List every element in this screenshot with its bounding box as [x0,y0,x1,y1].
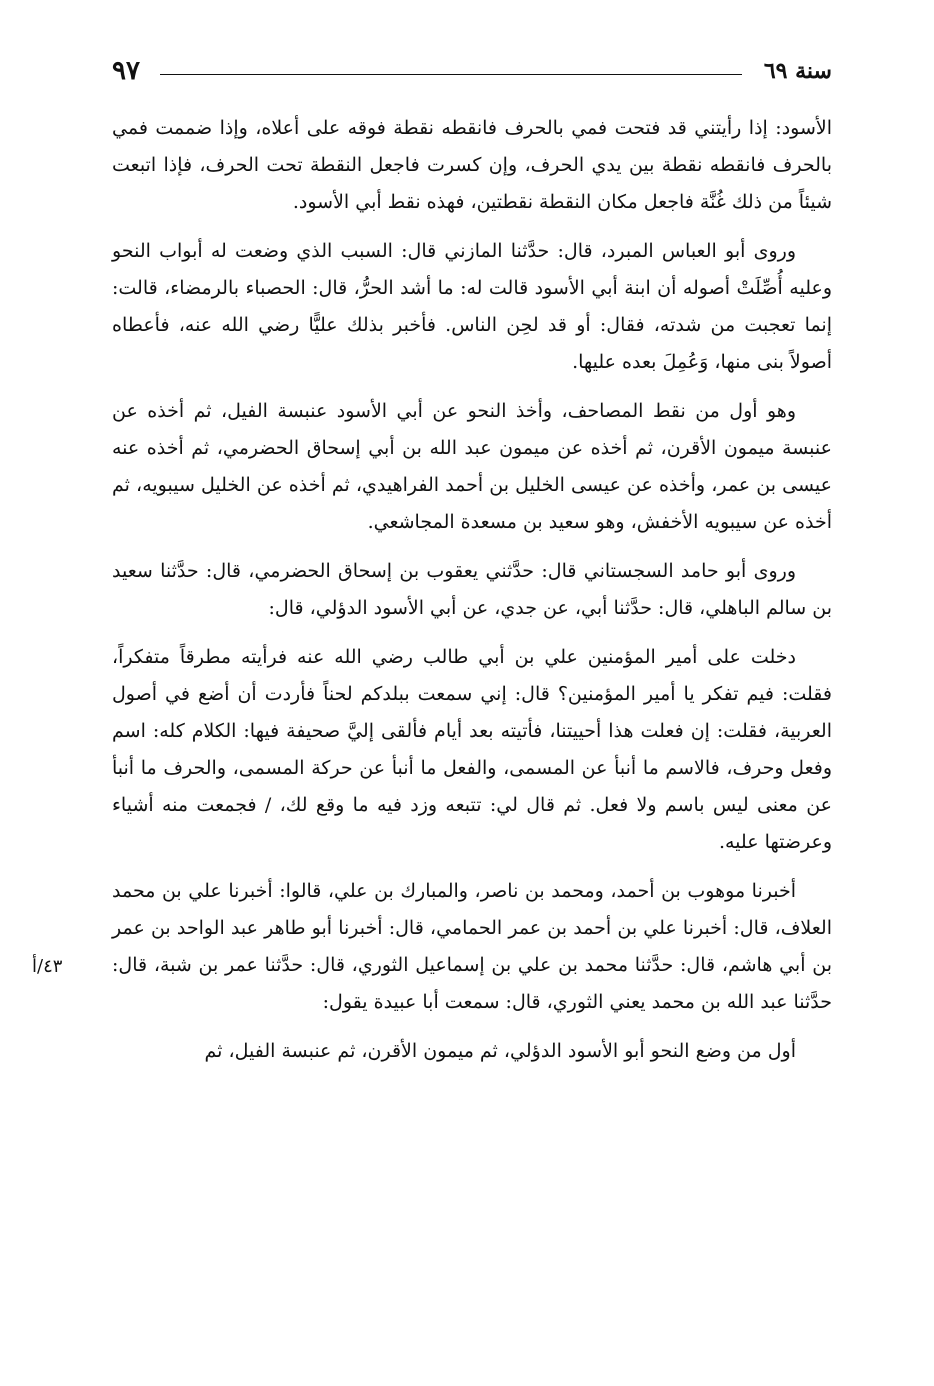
paragraph-2: وروى أبو العباس المبرد، قال: حدَّثنا المازني قال: السبب الذي وضعت له أبواب النحو وعليه أُصِّلَتْ أصوله أن ابنة أبي الأسود قالت له: ما أشد الحرُّ، قال: الحصباء بالرمضاء، قالت: إنما تعجبت من شدته، فقال: أو قد لحِن الناس. فأخبر بذلك عليًّا رضي الله عنه، فأعطاه أصولاً بنى منها، وَعُمِلَ بعده عليها. [112,240,832,373]
paragraph-4: وروى أبو حامد السجستاني قال: حدَّثني يعقوب بن إسحاق الحضرمي، قال: حدَّثنا سعيد بن سالم الباهلي، قال: حدَّثنا أبي، عن جدي، عن أبي الأسود الدؤلي، قال: [112,560,832,619]
body-text [112,110,832,1082]
header-rule [160,74,742,75]
page-header [112,56,832,86]
paragraph-6: أخبرنا موهوب بن أحمد، ومحمد بن ناصر، والمبارك بن علي، قالوا: أخبرنا علي بن محمد العلاف، قال: أخبرنا علي بن أحمد بن عمر الحمامي، قال: أخبرنا أبو طاهر عبد الواحد بن عمر بن أبي هاشم، قال: حدَّثنا محمد بن علي بن إسماعيل الثوري، قال: حدَّثنا عمر بن شبة، قال: حدَّثنا عبد الله بن محمد يعني الثوري، قال: سمعت أبا عبيدة يقول: [112,880,832,1013]
paragraph-5: دخلت على أمير المؤمنين علي بن أبي طالب رضي الله عنه فرأيته مطرقاً متفكراً، فقلت: فيم تفكر يا أمير المؤمنين؟ قال: إني سمعت ببلدكم لحناً فأردت أن أضع في أصول العربية، فقلت: إن فعلت هذا أحييتنا، فأتيته بعد أيام فألقى إليَّ صحيفة فيها: الكلام كله: اسم وفعل وحرف، فالاسم ما أنبأ عن المسمى، والفعل ما أنبأ عن حركة المسمى، والحرف ما أنبأ عن معنى ليس باسم ولا فعل. ثم قال لي: تتبعه وزد فيه ما وقع لك، / فجمعت منه أشياء وعرضتها عليه. [112,646,832,853]
paragraph-3: وهو أول من نقط المصاحف، وأخذ النحو عن أبي الأسود عنبسة الفيل، ثم أخذه عن عنبسة ميمون الأقرن، ثم أخذه عن ميمون عبد الله بن أبي إسحاق الحضرمي، ثم أخذه عنه عيسى بن عمر، وأخذه عن عيسى الخليل بن أحمد الفراهيدي، ثم أخذه عن الخليل سيبويه، ثم أخذه عن سيبويه الأخفش، وهو سعيد بن مسعدة المجاشعي. [112,400,832,533]
page-number: ٩٧ [112,56,140,86]
margin-note: ٤٣/أ [32,956,63,977]
paragraph-1: الأسود: إذا رأيتني قد فتحت فمي بالحرف فانقطه نقطة فوقه على أعلاه، وإذا ضممت فمي بالحرف فانقطه نقطة بين يدي الحرف، وإن كسرت فاجعل النقطة تحت الحرف، فإذا اتبعت شيئاً من ذلك غُنَّة فاجعل مكان النقطة نقطتين، فهذه نقط أبي الأسود. [112,117,832,213]
running-head: سنة ٦٩ [763,58,832,84]
paragraph-7: أول من وضع النحو أبو الأسود الدؤلي، ثم ميمون الأقرن، ثم عنبسة الفيل، ثم [204,1040,796,1062]
